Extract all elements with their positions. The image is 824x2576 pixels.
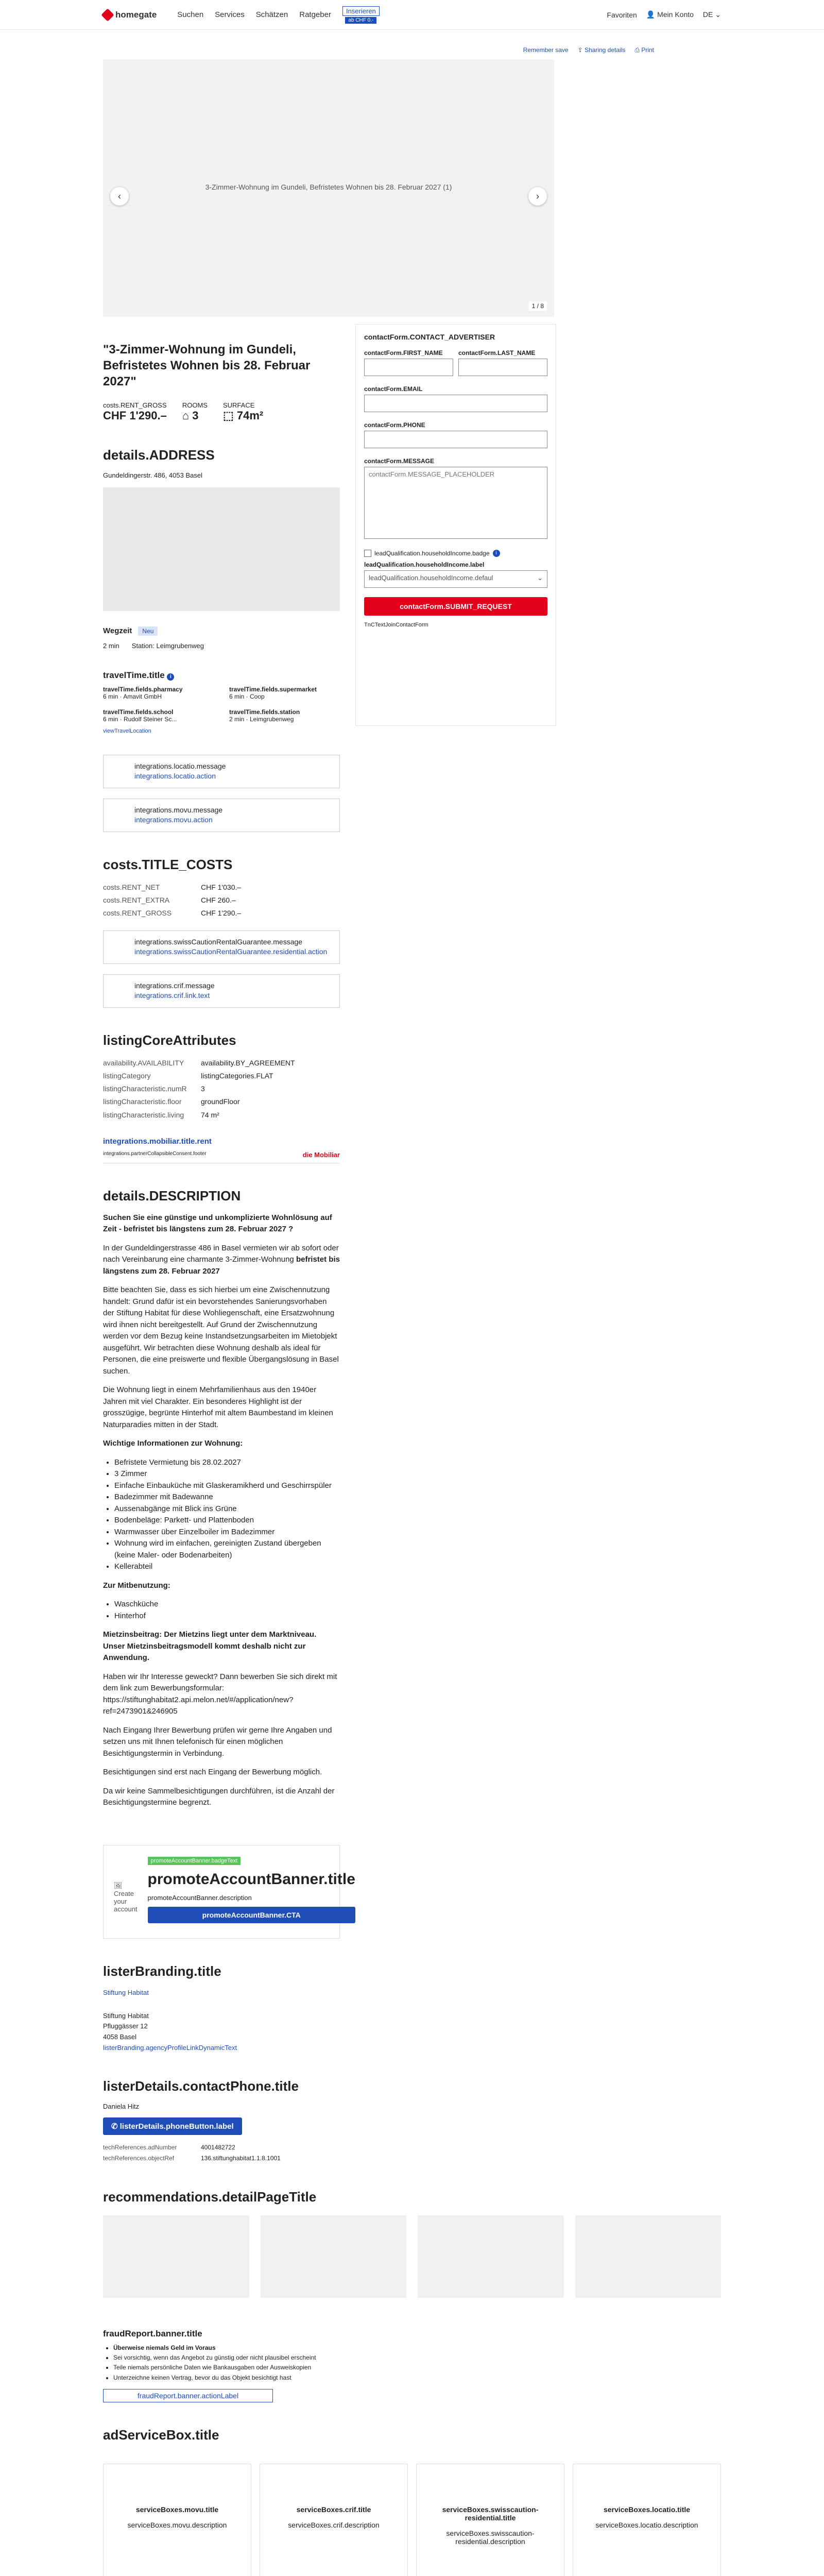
contact-heading: listerDetails.contactPhone.title bbox=[103, 2078, 299, 2094]
image-icon: 🖼 bbox=[114, 1881, 123, 1889]
service-box-swisscaution: serviceBoxes.swisscaution-residential.title serviceBoxes.swisscaution-residential.description bbox=[416, 2464, 564, 2576]
service-box-crif: serviceBoxes.crif.title serviceBoxes.crif.description bbox=[260, 2464, 408, 2576]
service-boxes bbox=[103, 2464, 721, 2576]
description-heading: details.DESCRIPTION bbox=[103, 1188, 241, 1204]
service-box-locatio: serviceBoxes.locatio.title serviceBoxes.locatio.description bbox=[573, 2464, 721, 2576]
description-body: Suchen Sie eine günstige und unkomplizierte Wohnlösung auf Zeit - befristet bis längstens zum 28. Februar 2027 ? In der Gundeldingerstrasse 486 in Basel vermieten wir ab sofort oder nach Vereinbarung eine charmante 3-Zimmer-Wohnung befristet bis längstens zum 28. Februar 2027 Bitte beachten Sie, dass es sich hierbei um eine Zwischennutzung handelt: Grund dafür ist ein bevorstehendes Sanierungsvorhaben der Stiftung Habitat für diese Wohliegenschaft, eine Ersatzwohnung wird ihnen nicht bereitgestellt. Auf Grund der Zwischennutzung werden vor dem Bezug keine Instandsetzungsarbeiten im Mietobjekt ausgeführt. Wir betrachten diese Wohnung deshalb als ideal für Personen, die eine preiswerte und flexible Übergangslösung in Basel suchen. Die Wohnung liegt in einem Mehrfamilienhaus aus den 1940er Jahren mit viel Charakter. Ein besonderes Highlight ist der grosszügige, begrünte Hinterhof mit altem Baumbestand im kleinen Naturparadies mitten in der Stadt. Wichtige Informationen zur Wohnung: • Befristete Vermietung bis 28.02.2027 • 3 Zimmer • Einfache Einbauküche mit Glaskeramikherd und Geschirrspüler • Badezimmer mit Badewanne • Aussenabgänge mit Blick ins Grüne • Bodenbeläge: Parkett- und Plattenboden • Warmwasser über Einzelboiler im Badezimmer • Wohnung wird im einfachen, gereinigten Zustand übergeben (keine Maler- oder Bodenarbeiten) • Kellerabteil Zur Mitbenutzung: • Waschküche • Hinterhof Mietzinsbeitrag: Der Mietzins liegt unter dem Marktniveau. Unser Mietzinsbeitragsmodell kommt deshalb nicht zur Anwendung. Haben wir Ihr Interesse geweckt? Dann bewerben Sie sich direkt mit dem link zum Bewerbungsformular: https://stiftunghabitat2.api.melon.net/#/application/new?ref=2473901&246905 Nach Eingang Ihrer Bewerbung prüfen wir gerne Ihre Angaben und setzen uns mit Ihnen telefonisch für einen möglichen Besichtigungstermin in Verbindung. Besichtigungen sind erst nach Eingang der Bewerbung möglich. Da wir keine Sammelbesichtigungen durchführen, ist die Anzahl der Besichtigungstermine begrenzt. bbox=[103, 1212, 340, 1809]
service-box-movu: serviceBoxes.movu.title serviceBoxes.movu.description bbox=[103, 2464, 251, 2576]
crif-link[interactable]: integrations.crif.link.text bbox=[134, 991, 210, 1000]
swisscaution-link[interactable]: integrations.swissCautionRentalGuarantee.residential.action bbox=[134, 947, 328, 956]
fraud-report-button[interactable]: fraudReport.banner.actionLabel bbox=[103, 2389, 273, 2402]
share-icon: ⇪ bbox=[577, 46, 585, 54]
price: CHF 1'290.– bbox=[103, 409, 167, 422]
account-link[interactable]: 👤 Mein Konto bbox=[646, 10, 694, 19]
contact-form: contactForm.CONTACT_ADVERTISER contactForm.FIRST_NAME contactForm.LAST_NAME contactForm.EMAIL contactForm.PHONE contactForm.MESSAGE contactForm.MESSAGE_PLACEHOLDER leadQualification.householdIncome.badge i leadQualification.householdIncome.label leadQualification.householdIncome.defaul ⌄ contactForm.SUBMIT_REQUEST TnCTextJoinContactForm bbox=[355, 324, 556, 726]
costs-heading: costs.TITLE_COSTS bbox=[103, 856, 233, 872]
address-heading: details.ADDRESS bbox=[103, 447, 215, 463]
gallery-next-button[interactable] bbox=[528, 187, 547, 206]
integration-swisscaution: integrations.swissCautionRentalGuarantee.message integrations.swissCautionRentalGuarantee.residential.action bbox=[103, 930, 340, 964]
recommendation-card[interactable] bbox=[261, 2215, 407, 2298]
integration-crif: integrations.crif.message integrations.crif.link.text bbox=[103, 974, 340, 1008]
user-icon: 👤 bbox=[646, 10, 656, 19]
recommendations-heading: recommendations.detailPageTitle bbox=[103, 2189, 317, 2205]
info-icon[interactable]: i bbox=[493, 550, 500, 557]
view-travel-link[interactable]: viewTravelLocation bbox=[103, 727, 151, 734]
phone-input[interactable] bbox=[364, 431, 547, 448]
gallery-prev-button[interactable] bbox=[110, 187, 129, 206]
first-name-input[interactable] bbox=[364, 359, 453, 376]
fraud-banner: fraudReport.banner.title • Überweise niemals Geld im Voraus • Sei vorsichtig, wenn das Angebot zu günstig oder nicht plausibel erscheint • Teile niemals persönliche Daten wie Bankausgaben oder Ausweiskopien • Unterzeichne keinen Vertrag, bevor du das Objekt besichtigt hast fraudReport.banner.actionLabel bbox=[103, 2329, 721, 2402]
lead-checkbox[interactable] bbox=[364, 550, 371, 557]
logo[interactable]: homegate bbox=[103, 10, 157, 20]
message-input[interactable] bbox=[364, 467, 547, 539]
map[interactable] bbox=[103, 487, 340, 611]
remember-button[interactable]: Remember save bbox=[523, 46, 569, 54]
lister-heading: listerBranding.title bbox=[103, 1963, 221, 1979]
rooms-icon: ⌂ bbox=[182, 409, 193, 422]
movu-link[interactable]: integrations.movu.action bbox=[134, 816, 213, 824]
logo-icon bbox=[101, 8, 114, 21]
last-name-input[interactable] bbox=[458, 359, 547, 376]
nav-suchen[interactable]: Suchen bbox=[177, 10, 204, 19]
chevron-left-icon: ‹ bbox=[118, 191, 121, 201]
submit-request-button[interactable]: contactForm.SUBMIT_REQUEST bbox=[364, 597, 547, 616]
email-input[interactable] bbox=[364, 395, 547, 412]
chevron-right-icon: › bbox=[536, 191, 539, 201]
top-bar bbox=[0, 0, 824, 30]
promo-image: 🖼 Create your account bbox=[114, 1881, 138, 1913]
agency-profile-link[interactable]: listerBranding.agencyProfileLinkDynamicText bbox=[103, 2044, 237, 2052]
locatio-link[interactable]: integrations.locatio.action bbox=[134, 772, 216, 781]
travel-heading: travelTime.title i bbox=[103, 670, 340, 681]
recommendation-card[interactable] bbox=[103, 2215, 249, 2298]
attributes-heading: listingCoreAttributes bbox=[103, 1032, 236, 1048]
recommendation-cards bbox=[103, 2215, 721, 2298]
recommendation-card[interactable] bbox=[418, 2215, 564, 2298]
travel-grid: travelTime.fields.pharmacy 6 min · Amavit GmbH travelTime.fields.supermarket 6 min · Coop travelTime.fields.school 6 min · Rudolf Steiner Sc... travelTime.fields.station 2 min · Leimgrubenweg bbox=[103, 685, 317, 723]
phone-icon: ✆ bbox=[111, 2122, 120, 2131]
adservice-heading: adServiceBox.title bbox=[103, 2427, 219, 2443]
nav-services[interactable]: Services bbox=[215, 10, 245, 19]
image-gallery[interactable] bbox=[103, 59, 554, 317]
gallery-counter: 1 / 8 bbox=[529, 301, 547, 311]
detail-tools bbox=[103, 30, 654, 59]
terms-text: TnCTextJoinContactForm bbox=[364, 622, 428, 628]
promote-account-banner: 🖼 Create your account promoteAccountBanner.badgeText promoteAccountBanner.title promoteAccountBanner.description promoteAccountBanner.CTA bbox=[103, 1845, 340, 1939]
print-button[interactable]: ⎙ Print bbox=[634, 46, 654, 54]
lister-logo[interactable]: Stiftung Habitat bbox=[103, 1988, 149, 1996]
phone-button[interactable]: ✆ listerDetails.phoneButton.label bbox=[103, 2117, 242, 2135]
chevron-down-icon: ⌄ bbox=[715, 10, 721, 19]
language-select[interactable]: DE ⌄ bbox=[702, 10, 721, 19]
chevron-down-icon: ⌄ bbox=[537, 574, 543, 582]
favorites-link[interactable]: Favoriten bbox=[607, 10, 637, 19]
main-nav bbox=[177, 6, 379, 24]
info-icon[interactable]: i bbox=[167, 673, 174, 681]
surface-icon: ⬚ bbox=[222, 409, 237, 422]
promo-cta-button[interactable]: promoteAccountBanner.CTA bbox=[148, 1907, 355, 1923]
walk-time-row: 2 min Station: Leimgrubenweg bbox=[103, 641, 204, 650]
listing-title: "3-Zimmer-Wohnung im Gundeli, Befristetes Wohnen bis 28. Februar 2027" bbox=[103, 343, 311, 389]
key-facts: costs.RENT_GROSS CHF 1'290.– ROOMS ⌂ 3 SURFACE ⬚ 74m² bbox=[103, 401, 264, 422]
integration-movu: integrations.movu.message integrations.movu.action bbox=[103, 799, 340, 832]
mobiliar-link[interactable]: integrations.mobiliar.title.rent bbox=[103, 1137, 212, 1146]
income-select[interactable]: leadQualification.householdIncome.defaul ⌄ bbox=[364, 570, 547, 588]
new-badge: Neu bbox=[138, 626, 158, 636]
recommendation-card[interactable] bbox=[575, 2215, 722, 2298]
integration-locatio: integrations.locatio.message integrations.locatio.action bbox=[103, 755, 340, 788]
nav-ratgeber[interactable]: Ratgeber bbox=[299, 10, 331, 19]
rooms: 3 bbox=[192, 409, 199, 422]
address-line: Gundeldingerstr. 486, 4053 Basel bbox=[103, 471, 202, 479]
nav-schaetzen[interactable]: Schätzen bbox=[255, 10, 288, 19]
share-button[interactable]: ⇪ Sharing details bbox=[577, 46, 626, 54]
gallery-image-alt: 3-Zimmer-Wohnung im Gundeli, Befristetes Wohnen bis 28. Februar 2027 (1) bbox=[205, 183, 452, 191]
main-content: "3-Zimmer-Wohnung im Gundeli, Befristetes Wohnen bis 28. Februar 2027" costs.RENT_GROSS CHF 1'290.– ROOMS ⌂ 3 SURFACE ⬚ 74m² details.ADDRESS Gundeldingerstr. 486, 4053 Basel Wegzeit Neu 2 min Station: Leimgrubenweg travelTime.title i travelTime.fields.pharmacy 6 min · Amavit GmbH travelTime.fields.supermarket 6 min · Coop travelTime.fields.school 6 min · Rudolf Steiner Sc... travelTime.fields.station 2 min · Leimgrubenweg viewTravelLocation integrations.locatio.message integrations.locatio.action integrations.movu.message integrations.movu.action costs.TITLE_COSTS costs.RENT_NET CHF 1'030.– costs.RENT_EXTRA CHF 260.– costs.RENT_GROSS CHF 1'290.– integrations.swissCautionRentalGuarantee.message integrations.swissCautionRentalGuarantee.residential.action integrations.crif.message integrations.crif.link.text listingCoreAttributes availability.AVAILABILITY availability.BY_AGREEMENT listingCategory listingCategories.FLAT listingCharacteristic.numR 3 listingCharacteristic.floor groundFloor listingCharacteristic.living 74 m² integrations.mobiliar.title.rent integrations.partnerCollapsibleConsent.footer die Mobiliar details.DESCRIPTION Suchen Sie eine günstige und unkomplizierte Wohnlösung auf Zeit - befristet bis längstens zum 28. Februar 2027 ? In der Gundeldingerstrasse 486 in Basel vermieten wir ab sofort oder nach Vereinbarung eine charmante 3-Zimmer-Wohnung befristet bis längstens zum 28. Februar 2027 Bitte beachten Sie, dass es sich hierbei um eine Zwischennutzung handelt: Grund dafür ist ein bevorstehendes Sanierungsvorhaben der Stiftung Habitat für diese Wohliegenschaft, eine Ersatzwohnung wird ihnen nicht bereitgestellt. Auf Grund der Zwischennutzung werden vor dem Bezug keine Instandsetzungsarbeiten im Mietobjekt ausgeführt. Wir betrachten diese Wohnung deshalb als ideal für Personen, die eine preiswerte und flexible Übergangslösung in Basel suchen. Die Wohnung liegt in einem Mehrfamilienhaus aus den 1940er Jahren mit viel Charakter. Ein besonderes Highlight ist der grosszügige, begrünte Hinterhof mit altem Baumbestand im kleinen Naturparadies mitten in der Stadt. Wichtige Informationen zur Wohnung: • Befristete Vermietung bis 28.02.2027 • 3 Zimmer • Einfache Einbauküche mit Glaskeramikherd und Geschirrspüler • Badezimmer mit Badewanne • Aussenabgänge mit Blick ins Grüne • Bodenbeläge: Parkett- und Plattenboden • Warmwasser über Einzelboiler im Badezimmer • Wohnung wird im einfachen, gereinigten Zustand übergeben (keine Maler- oder Bodenarbeiten) • Kellerabteil Zur Mitbenutzung: • Waschküche • Hinterhof Mietzinsbeitrag: Der Mietzins liegt unter dem Marktniveau. Unser Mietzinsbeitragsmodell kommt deshalb nicht zur Anwendung. Haben wir Ihr Interesse geweckt? Dann bewerben Sie sich direkt mit dem link zum Bewerbungsformular: https://stiftunghabitat2.api.melon.net/#/application/new?ref=2473901&246905 Nach Eingang Ihrer Bewerbung prüfen wir gerne Ihre Angaben und setzen uns mit Ihnen telefonisch für einen möglichen Besichtigungstermin in Verbindung. Besichtigungen sind erst nach Eingang der Bewerbung möglich. Da wir keine Sammelbesichtigungen durchführen, ist die Anzahl der Besichtigungstermine begrenzt. 🖼 Create your account promoteAccountBanner.badgeText promoteAccountBanner.title promoteAccountBanner.description promoteAccountBanner.CTA listerBranding.title Stiftung Habitat Stiftung Habitat Pfluggässer 12 4058 Basel listerBranding.agencyProfileLinkDynamicText listerDetails.contactPhone.title Daniela Hitz ✆ listerDetails.phoneButton.label techReferences.adNumber 4001482722 techReferences.objectRef 136.stiftunghabitat1.1.8.1001 bbox=[103, 317, 340, 2164]
mobiliar-logo: die Mobiliar bbox=[302, 1150, 340, 1159]
inserieren-button[interactable]: Inserieren ab CHF 0.- bbox=[342, 6, 380, 24]
print-icon: ⎙ bbox=[634, 46, 642, 54]
surface: 74m² bbox=[236, 409, 264, 422]
promo-badge: promoteAccountBanner.badgeText bbox=[148, 1857, 241, 1865]
contact-person: Daniela Hitz bbox=[103, 2102, 140, 2110]
travel-tab[interactable]: Wegzeit Neu bbox=[103, 626, 340, 636]
